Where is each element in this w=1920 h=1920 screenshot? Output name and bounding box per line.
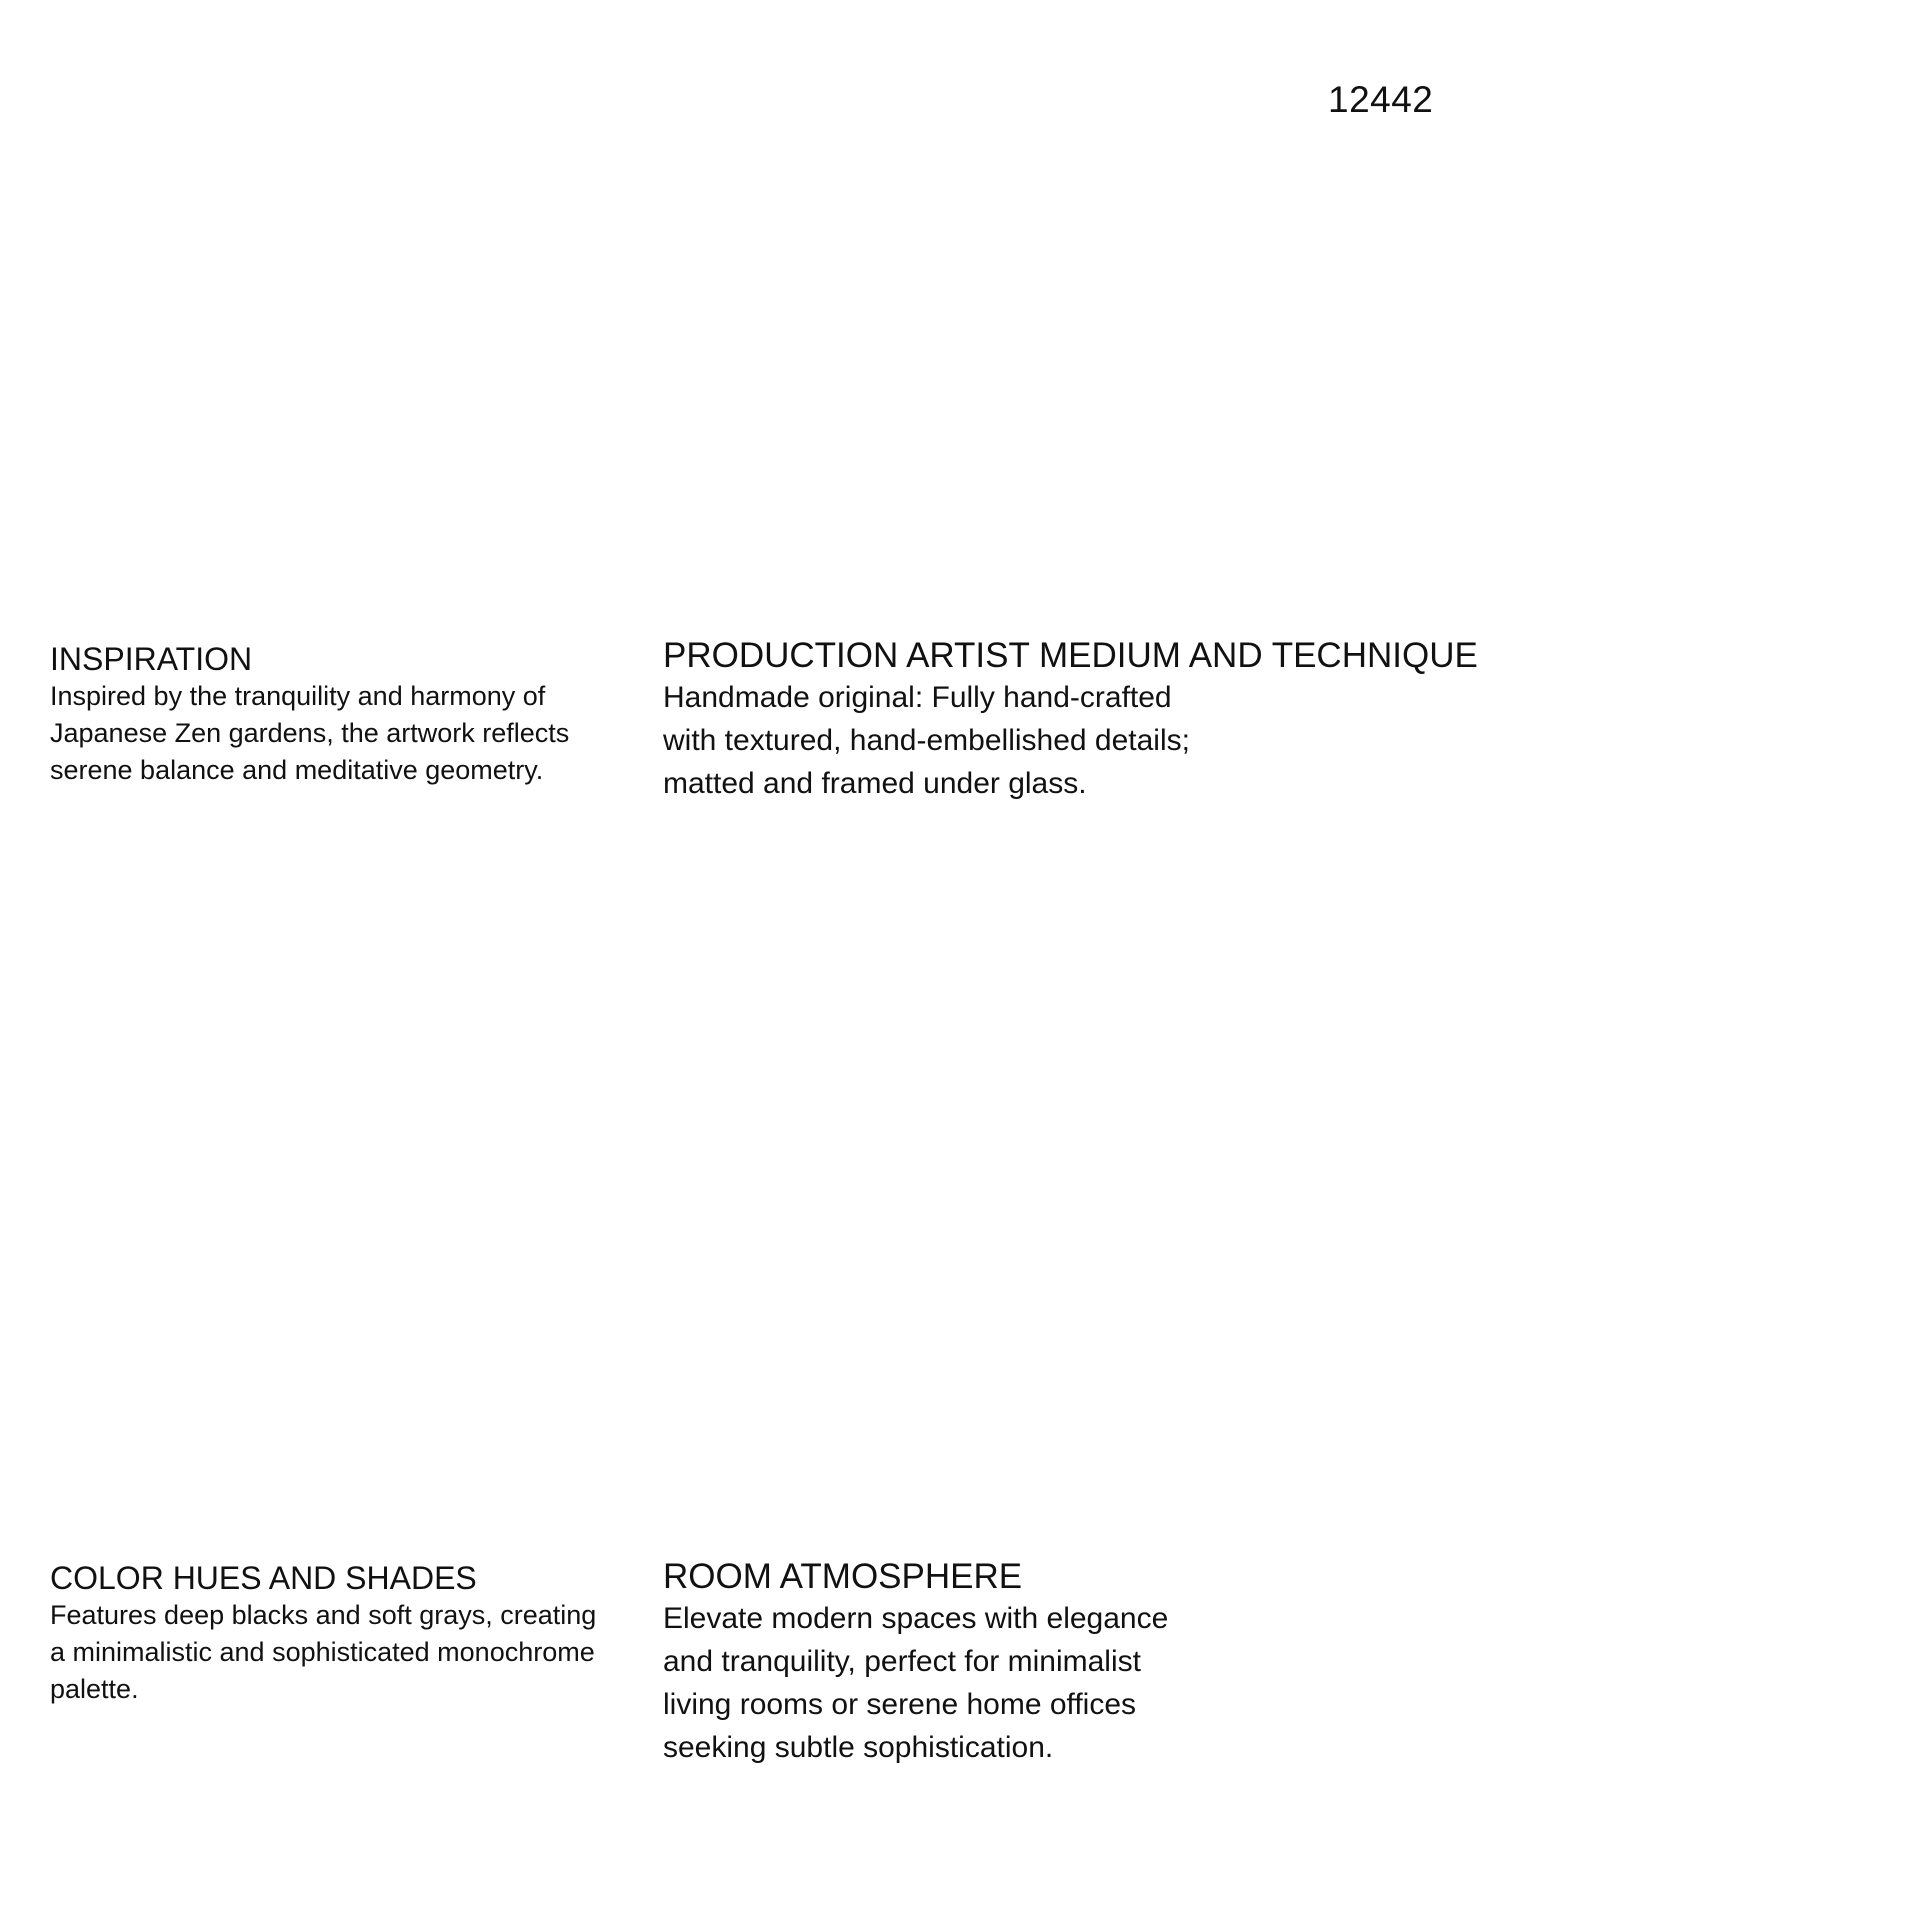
room-line: seeking subtle sophistication. [663, 1731, 1054, 1764]
production-section [663, 636, 1478, 805]
room-section [663, 1557, 1168, 1769]
room-line: and tranquility, perfect for minimalist [663, 1645, 1141, 1678]
color-line: a minimalistic and sophisticated monochrome [50, 1637, 595, 1667]
production-line: matted and framed under glass. [663, 767, 1087, 800]
inspiration-line: Inspired by the tranquility and harmony of [50, 681, 546, 711]
production-line: with textured, hand-embellished details; [663, 724, 1190, 757]
color-line: Features deep blacks and soft grays, creating [50, 1600, 597, 1630]
production-text [663, 676, 1478, 805]
inspiration-text [50, 678, 569, 789]
color-section [50, 1559, 596, 1708]
color-heading: COLOR HUES AND SHADES [50, 1560, 477, 1596]
room-line: living rooms or serene home offices [663, 1688, 1136, 1721]
inspiration-heading: INSPIRATION [50, 641, 253, 677]
production-line: Handmade original: Fully hand-crafted [663, 681, 1172, 714]
color-text [50, 1597, 596, 1708]
inspiration-line: Japanese Zen gardens, the artwork reflects [50, 718, 570, 748]
inspiration-section [50, 640, 569, 789]
inspiration-line: serene balance and meditative geometry. [50, 755, 544, 785]
page-number: 12442 [1328, 79, 1434, 120]
room-heading: ROOM ATMOSPHERE [663, 1557, 1023, 1596]
room-line: Elevate modern spaces with elegance [663, 1602, 1169, 1635]
production-heading: PRODUCTION ARTIST MEDIUM AND TECHNIQUE [663, 636, 1478, 675]
room-text [663, 1597, 1168, 1769]
color-line: palette. [50, 1674, 139, 1704]
